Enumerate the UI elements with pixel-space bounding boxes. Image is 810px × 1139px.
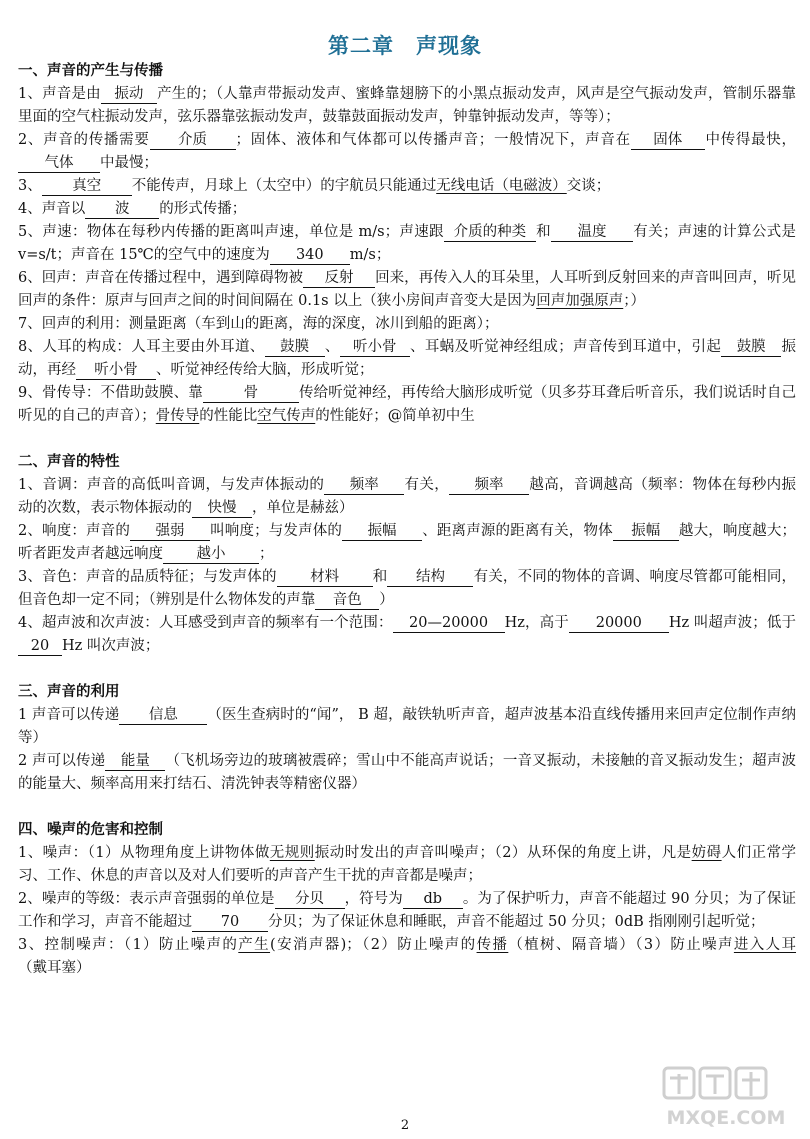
answer-blank: 频率 (324, 476, 404, 495)
answer-blank: 真空 (42, 177, 132, 196)
text: （飞机场旁边的玻璃被震碎；雪山中不能高声说话；一音叉振动，未接触的音叉振动发生；超声波的能量大、频率高用来打结石、清洗钟表等精密仪器） (18, 753, 796, 792)
text: ，符号为 (344, 891, 403, 907)
text: 4、声音以 (18, 201, 86, 217)
text: Hz，高于 (504, 615, 569, 631)
text: 2、响度：声音的 (18, 523, 130, 539)
text: 3、音色：声音的品质特征；与发声体的 (18, 569, 277, 585)
watermark-text: MXQE.COM (666, 1107, 786, 1129)
paragraph-2-2 (18, 520, 796, 566)
text: 3、控制噪声：（1）防止噪声的 (18, 937, 239, 953)
section-heading-3: 三、声音的利用 (18, 684, 120, 700)
page-title: 第二章 声现象 (328, 34, 482, 58)
page-number: 2 (400, 1118, 410, 1133)
text: 4、超声波和次声波：人耳感受到声音的频率有一个范围： (18, 615, 393, 631)
underlined-answer: 产生 (238, 937, 271, 953)
paragraph-1-7: 7、回声的利用：测量距离（车到山的距离，海的深度，冰川到船的距离）； (18, 316, 499, 332)
text: 传给听觉神经，再传给大脑形成听觉（贝多芬耳聋后听音乐，我们说话时自己听见的自己的声音）； (18, 385, 796, 424)
text: ，单位是赫兹） (252, 500, 354, 516)
answer-blank: 强弱 (130, 522, 210, 541)
answer-blank: 介质 (150, 131, 236, 150)
text: 中最慢； (100, 155, 158, 171)
section-heading-4: 四、噪声的危害和控制 (18, 822, 163, 838)
text: 6、回声：声音在传播过程中，遇到障碍物被 (18, 270, 304, 286)
text: 不能传声，月球上（太空中）的宇航员只能通过 (131, 178, 437, 194)
answer-blank: 结构 (387, 568, 473, 587)
answer-blank: 固体 (631, 131, 705, 150)
answer-blank: 反射 (303, 269, 375, 288)
paragraph-4-3 (18, 934, 796, 980)
text: ） (379, 592, 394, 608)
answer-blank: 音色 (315, 591, 379, 610)
paragraph-2-4 (18, 612, 796, 658)
paragraph-4-2 (18, 888, 796, 934)
paragraph-1-3 (18, 175, 796, 198)
text: 的形式传播； (159, 201, 247, 217)
text: 9、骨传导：不借助鼓膜、靠 (18, 385, 203, 401)
text: 8、人耳的构成：人耳主要由外耳道、 (18, 339, 265, 355)
answer-blank: 20—20000 (393, 614, 505, 633)
answer-blank: 鼓膜 (265, 338, 325, 357)
text: 和 (372, 569, 388, 585)
underlined-answer: 妨碍 (691, 845, 722, 861)
text: 的性能好；@简单初中生 (315, 408, 475, 424)
text: 回来，再传入人的耳朵里，人耳听到反射回来的声音叫回声，听见回声的条件：原声与回声之间的时间间隔在 0.1s 以上（狭小房间声音变大是因为 (18, 270, 796, 309)
text: 2、声音的传播需要 (18, 132, 150, 148)
text: (安消声器)；（2）防止噪声的 (270, 937, 477, 953)
paragraph-1-1 (18, 83, 796, 129)
text: 1、声音是由 (18, 86, 101, 102)
text: 、距离声源的距离有关，物体 (422, 523, 613, 539)
answer-blank: 振幅 (342, 522, 422, 541)
underlined-answer: 无规则 (269, 845, 315, 861)
paragraph-3-2 (18, 750, 796, 796)
underlined-answer: 无线电话（电磁波） (436, 178, 567, 194)
answer-blank: 70 (192, 913, 268, 932)
answer-blank: 20 (18, 637, 62, 656)
text: 1、音调：声音的高低叫音调，与发声体振动的 (18, 477, 325, 493)
underlined-answer: 空气传声 (257, 408, 316, 424)
answer-blank: db (403, 890, 463, 909)
document-body (18, 60, 796, 980)
text: 有关，不同的物体的音调、响度尽管都可能相同，但音色却一定不同；（辨别是什么物体发的声靠 (18, 569, 796, 608)
underlined-answer: 回声加强原声 (536, 293, 624, 309)
text: ；固体、液体和气体都可以传播声音；一般情况下，声音在 (235, 132, 631, 148)
answer-blank: 频率 (449, 476, 529, 495)
underlined-answer: 进入人耳 (733, 937, 797, 953)
text: 越高，音调越高（频率：物体在每秒内振动的次数，表示物体振动的 (18, 477, 797, 516)
answer-blank: 听小骨 (76, 361, 156, 380)
answer-blank: 340 (270, 246, 350, 265)
section-heading-1: 一、声音的产生与传播 (18, 63, 163, 79)
text: 交谈； (566, 178, 611, 194)
section-heading-2: 二、声音的特性 (18, 454, 120, 470)
text: ； (259, 546, 274, 562)
text: （医生查病时的“闻”， B 超，敲铁轨听声音，超声波基本沿直线传播用来回声定位制作声纳等） (18, 707, 796, 746)
paragraph-1-5 (18, 221, 796, 267)
answer-blank: 介质的种类 (444, 223, 536, 242)
text: 。为了保护听力，声音不能超过 90 分贝；为了保证工作和学习，声音不能超过 (18, 891, 796, 930)
answer-blank: 振动 (101, 85, 157, 104)
answer-blank: 越小 (163, 545, 259, 564)
answer-blank: 信息 (119, 706, 207, 725)
text: 越大，响度越大；听者距发声者越远响度 (18, 523, 797, 562)
text: ；） (623, 293, 645, 309)
text: 、 (324, 339, 340, 355)
paragraph-1-8 (18, 336, 796, 382)
paragraph-4-1 (18, 842, 796, 888)
paragraph-1-2 (18, 129, 796, 175)
answer-blank: 振幅 (613, 522, 679, 541)
text: 有关， (404, 477, 450, 493)
text: 1、噪声：（1）从物理角度上讲物体做 (18, 845, 270, 861)
text: Hz 叫次声波； (62, 638, 160, 654)
text: 5、声速：物体在每秒内传播的距离叫声速，单位是 m/s；声速跟 (18, 224, 444, 240)
text: Hz 叫超声波；低于 (668, 615, 796, 631)
text: 2、噪声的等级：表示声音强弱的单位是 (18, 891, 275, 907)
text: （戴耳塞） (18, 960, 91, 976)
text: 分贝；为了保证休息和睡眠，声音不能超过 50 分贝；0dB 指刚刚引起听觉； (268, 914, 765, 930)
text: 有关；声速的计算公式是 v=s/t；声音在 15℃的空气中的速度为 (18, 224, 796, 263)
text: 2 声可以传递 (18, 753, 106, 769)
text: 中传得最快， (704, 132, 797, 148)
text: 的性能比 (199, 408, 258, 424)
text: 人们正常学习、工作、休息的声音以及对人们要听的声音产生干扰的声音都是噪声； (18, 845, 797, 884)
answer-blank: 骨 (203, 384, 299, 403)
paragraph-3-1 (18, 704, 796, 750)
paragraph-1-4 (18, 198, 796, 221)
answer-blank: 分贝 (275, 890, 345, 909)
answer-blank: 鼓膜 (721, 338, 781, 357)
answer-blank: 能量 (105, 752, 165, 771)
text: 、听觉神经传给大脑，形成听觉； (156, 362, 374, 378)
text: 、耳蜗及听觉神经组成；声音传到耳道中，引起 (409, 339, 722, 355)
paragraph-1-6 (18, 267, 796, 313)
text: 振动，再经 (18, 339, 797, 378)
answer-blank: 波 (85, 200, 159, 219)
underlined-answer: 传播 (476, 937, 509, 953)
answer-blank: 听小骨 (340, 338, 410, 357)
text: 振动时发出的声音叫噪声；（2）从环保的角度上讲，凡是 (314, 845, 692, 861)
paragraph-1-9 (18, 382, 796, 428)
text: 3、 (18, 178, 42, 194)
answer-blank: 快慢 (192, 499, 252, 518)
text: 和 (535, 224, 551, 240)
answer-blank: 气体 (18, 154, 100, 173)
paragraph-2-1 (18, 474, 796, 520)
text: 叫响度；与发声体的 (209, 523, 343, 539)
text: 产生的；（人靠声带振动发声、蜜蜂靠翅膀下的小黑点振动发声，风声是空气振动发声，管制乐器靠里面的空气柱振动发声，弦乐器靠弦振动发声，鼓靠鼓面振动发声，钟靠钟振动发声，等等）； (18, 86, 796, 125)
answer-blank: 材料 (277, 568, 373, 587)
text: （植树、隔音墙）（3）防止噪声 (508, 937, 734, 953)
text: m/s； (349, 247, 391, 263)
underlined-answer: 骨传导 (155, 408, 200, 424)
paragraph-2-3 (18, 566, 796, 612)
text: 1 声音可以传递 (18, 707, 120, 723)
answer-blank: 20000 (569, 614, 669, 633)
answer-blank: 温度 (551, 223, 633, 242)
